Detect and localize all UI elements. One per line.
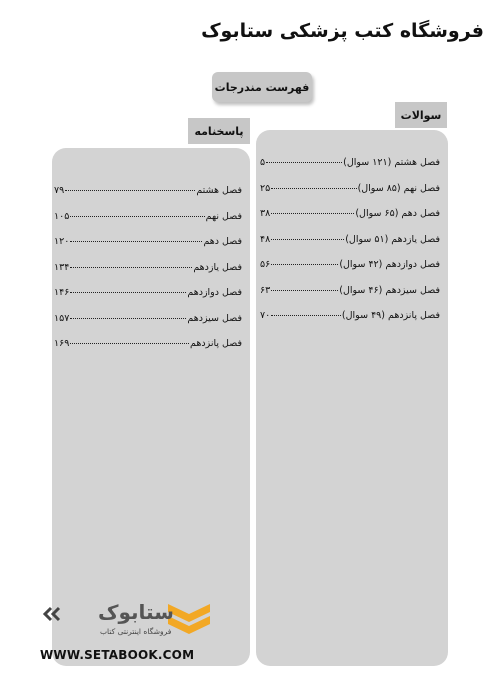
toc-entry-label: فصل پانزدهم (۴۹ سوال) [341, 310, 440, 321]
toc-entry [260, 310, 440, 336]
toc-entry [54, 338, 242, 364]
toc-entry-page: ۶۳ [260, 284, 271, 296]
toc-dot-leader [65, 190, 195, 191]
toc-entry-label: فصل پانزدهم [190, 338, 242, 349]
toc-dot-leader [266, 162, 342, 163]
answers-panel [52, 148, 250, 666]
toc-dot-leader [271, 264, 338, 265]
toc-entry-label: فصل سیزدهم (۴۶ سوال) [339, 284, 440, 296]
toc-dot-leader [70, 267, 192, 268]
toc-entry-page: ۱۲۰ [54, 236, 70, 247]
toc-entry-label: فصل دوازدهم (۴۲ سوال) [339, 259, 440, 270]
double-chevron-icon [42, 606, 62, 622]
toc-entry-label: فصل هشتم [196, 185, 242, 196]
toc-entry [54, 236, 242, 262]
toc-entry [260, 285, 440, 311]
toc-entry-page: ۵۶ [260, 259, 271, 270]
store-title: فروشگاه کتب پزشکی ستابوک [201, 20, 484, 42]
toc-entry-page: ۱۶۹ [54, 338, 70, 349]
toc-entry-page: ۱۴۶ [54, 287, 70, 298]
toc-entry [54, 185, 242, 211]
toc-entry-label: فصل سیزدهم [187, 312, 242, 324]
toc-entry-page: ۱۵۷ [54, 312, 70, 324]
toc-entry-label: فصل هشتم (۱۲۱ سوال) [343, 157, 440, 168]
toc-dot-leader [271, 213, 354, 214]
toc-entry-label: فصل دهم [203, 236, 242, 247]
toc-entry [54, 211, 242, 237]
toc-entry-label: فصل نهم (۸۵ سوال) [357, 182, 440, 194]
brand-logo [40, 600, 215, 640]
brand-logo-text: ستابوک [98, 600, 174, 624]
toc-entry-page: ۵ [260, 157, 266, 168]
toc-entry-page: ۷۹ [54, 185, 65, 196]
toc-entry [260, 157, 440, 183]
toc-entry-label: فصل یازدهم (۵۱ سوال) [345, 233, 440, 245]
questions-panel [256, 130, 448, 666]
toc-entry [260, 208, 440, 234]
toc-dot-leader [271, 188, 356, 189]
questions-list [260, 157, 440, 336]
toc-entry-label: فصل یازدهم [193, 261, 242, 273]
toc-entry [54, 313, 242, 339]
toc-entry-page: ۱۰۵ [54, 210, 70, 222]
answers-list [54, 185, 242, 364]
toc-badge: فهرست مندرجات [212, 72, 312, 102]
toc-entry-page: ۲۵ [260, 182, 271, 194]
toc-entry [54, 287, 242, 313]
answers-tab: پاسخنامه [188, 118, 250, 144]
toc-dot-leader [70, 241, 202, 242]
toc-dot-leader [271, 290, 338, 291]
toc-entry-label: فصل دوازدهم [187, 287, 242, 298]
toc-dot-leader [70, 343, 189, 344]
toc-entry [260, 234, 440, 260]
questions-tab: سوالات [395, 102, 447, 128]
toc-dot-leader [271, 315, 341, 316]
toc-entry-label: فصل نهم [205, 210, 242, 222]
toc-entry-page: ۷۰ [260, 310, 271, 321]
toc-entry-label: فصل دهم (۶۵ سوال) [355, 208, 440, 219]
toc-entry-page: ۴۸ [260, 233, 271, 245]
brand-tagline: فروشگاه اینترنتی کتاب [100, 627, 172, 636]
toc-dot-leader [70, 216, 204, 217]
toc-dot-leader [70, 292, 186, 293]
website-link[interactable]: WWW.SETABOOK.COM [40, 648, 195, 662]
toc-entry [260, 183, 440, 209]
toc-entry [260, 259, 440, 285]
toc-entry-page: ۱۳۴ [54, 261, 70, 273]
toc-entry-page: ۳۸ [260, 208, 271, 219]
toc-dot-leader [271, 239, 344, 240]
toc-entry [54, 262, 242, 288]
toc-dot-leader [70, 318, 186, 319]
